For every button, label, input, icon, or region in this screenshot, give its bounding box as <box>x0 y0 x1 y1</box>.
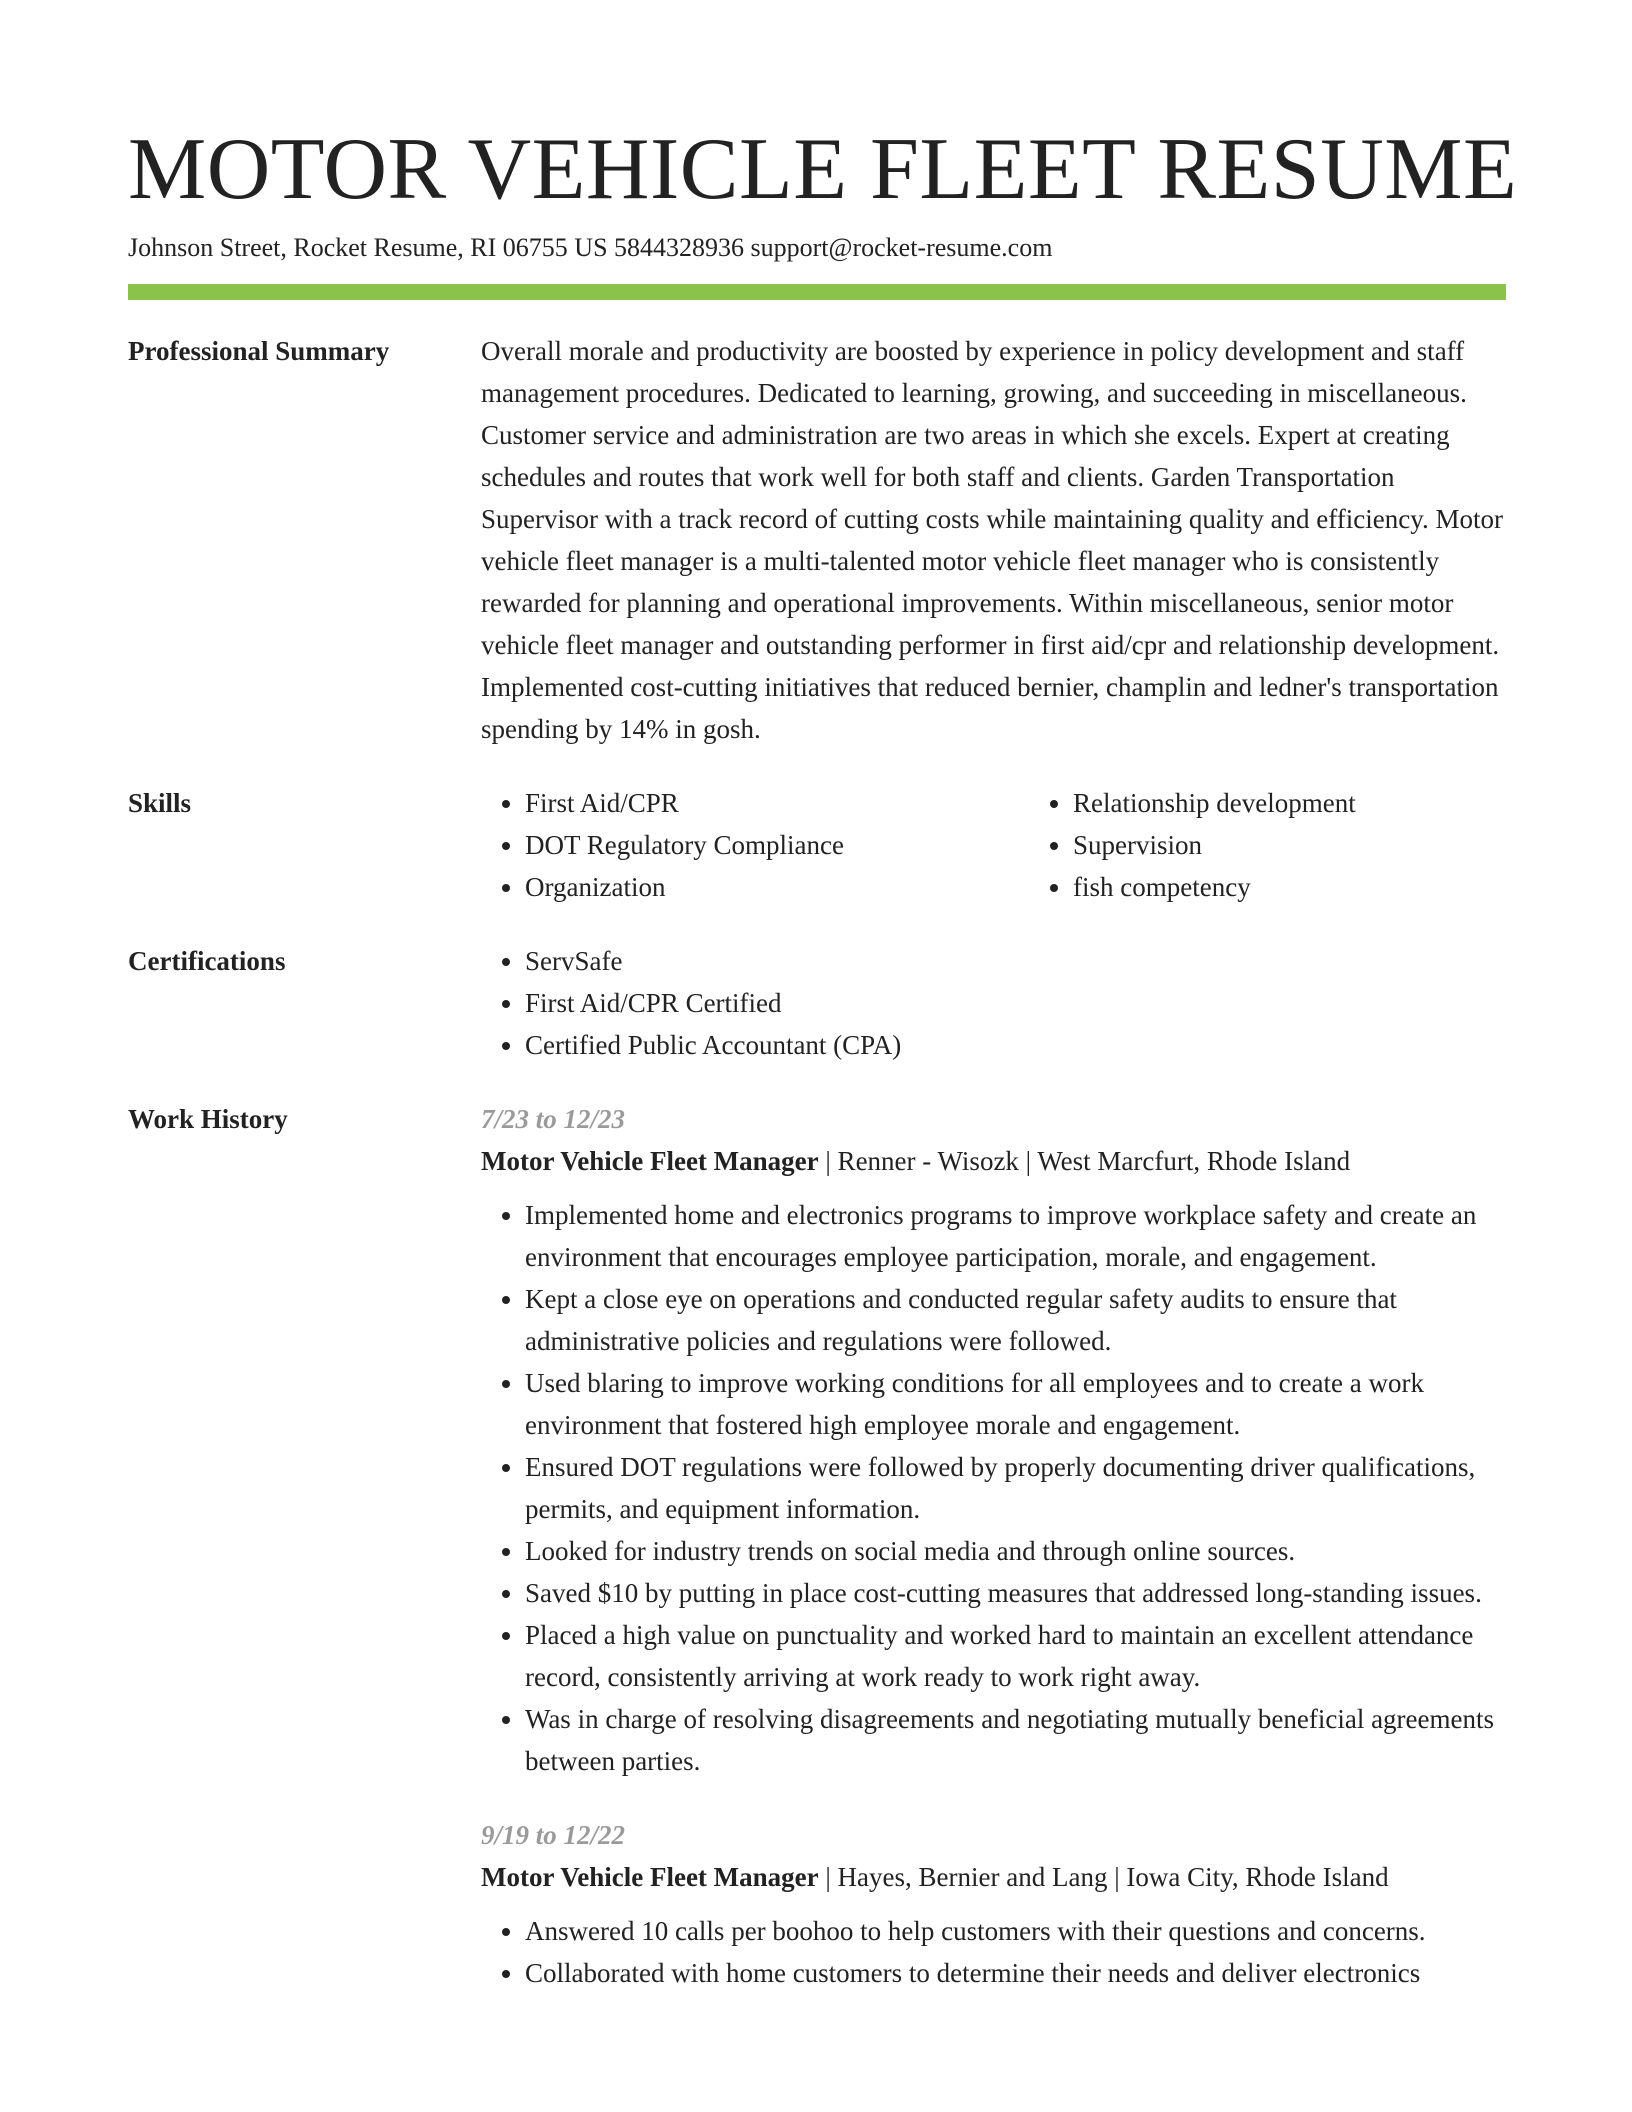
resume-page <box>128 0 1518 1994</box>
professional-summary-section <box>128 330 1506 750</box>
certifications-list <box>481 940 1506 1066</box>
skills-section <box>128 782 1506 908</box>
job-heading <box>481 1856 1506 1898</box>
job-bullet: • Answered 10 calls per boohoo to help customers with their questions and concerns. <box>525 1910 1506 1952</box>
job-bullet: • Saved $10 by putting in place cost-cutting measures that addressed long-standing issues. <box>525 1572 1506 1614</box>
job-title: Motor Vehicle Fleet Manager <box>481 1146 819 1176</box>
section-label-work-history: Work History <box>128 1104 288 1134</box>
section-label-skills: Skills <box>128 788 192 818</box>
resume-title: MOTOR VEHICLE FLEET RESUME <box>128 121 1518 218</box>
job-bullet: • Ensured DOT regulations were followed by properly documenting driver qualifications, permits, and equipment information. <box>525 1446 1506 1530</box>
work-history-section <box>128 1098 1506 1994</box>
job-entry <box>481 1098 1506 1782</box>
section-label-certifications: Certifications <box>128 946 286 976</box>
certification-item: • First Aid/CPR Certified <box>525 982 1506 1024</box>
summary-text: Overall morale and productivity are boosted by experience in policy development and staff management procedures. Dedicated to learning, growing, and succeeding in miscellaneous. Customer service and administration are two areas in which she excels. Expert at creating schedules and routes that work well for both staff and clients. Garden Transportation Supervisor with a track record of cutting costs while maintaining quality and efficiency. Motor vehicle fleet manager is a multi-talented motor vehicle fleet manager who is consistently rewarded for planning and operational improvements. Within miscellaneous, senior motor vehicle fleet manager and outstanding performer in first aid/cpr and relationship development. Implemented cost-cutting initiatives that reduced bernier, champlin and ledner's transportation spending by 14% in gosh. <box>481 336 1503 744</box>
certifications-body <box>481 940 1506 1066</box>
certifications-section <box>128 940 1506 1066</box>
skill-item: • fish competency <box>1073 866 1577 908</box>
job-bullet: • Kept a close eye on operations and conducted regular safety audits to ensure that administrative policies and regulations were followed. <box>525 1278 1506 1362</box>
job-bullet: • Was in charge of resolving disagreements and negotiating mutually beneficial agreements between parties. <box>525 1698 1506 1782</box>
job-entry <box>481 1814 1506 1994</box>
skill-item: • Organization <box>525 866 1029 908</box>
skill-item: • Relationship development <box>1073 782 1577 824</box>
skills-body <box>481 782 1506 908</box>
certification-item: • ServSafe <box>525 940 1506 982</box>
job-bullet: • Used blaring to improve working conditions for all employees and to create a work environment that fostered high employee morale and engagement. <box>525 1362 1506 1446</box>
job-bullet: • Collaborated with home customers to determine their needs and deliver electronics <box>525 1952 1506 1994</box>
contact-info: Johnson Street, Rocket Resume, RI 06755 US 5844328936 support@rocket-resume.com <box>128 233 1053 262</box>
work-history-body <box>481 1098 1506 1994</box>
certification-item: • Certified Public Accountant (CPA) <box>525 1024 1506 1066</box>
job-date: 7/23 to 12/23 <box>481 1104 626 1134</box>
job-date: 9/19 to 12/22 <box>481 1820 626 1850</box>
summary-body <box>481 330 1506 750</box>
skill-item: • Supervision <box>1073 824 1577 866</box>
skill-item: • DOT Regulatory Compliance <box>525 824 1029 866</box>
job-bullets <box>481 1910 1506 1994</box>
skill-item: • First Aid/CPR <box>525 782 1029 824</box>
job-title: Motor Vehicle Fleet Manager <box>481 1862 819 1892</box>
job-details: | Hayes, Bernier and Lang | Iowa City, Rhode Island <box>818 1862 1389 1892</box>
job-details: | Renner - Wisozk | West Marcfurt, Rhode Island <box>818 1146 1351 1176</box>
accent-divider <box>128 284 1506 300</box>
job-bullet: • Placed a high value on punctuality and worked hard to maintain an excellent attendance record, consistently arriving at work ready to work right away. <box>525 1614 1506 1698</box>
section-label-summary: Professional Summary <box>128 336 390 366</box>
job-bullet: • Looked for industry trends on social media and through online sources. <box>525 1530 1506 1572</box>
job-bullets <box>481 1194 1506 1782</box>
job-bullet: • Implemented home and electronics programs to improve workplace safety and create an environment that encourages employee participation, morale, and engagement. <box>525 1194 1506 1278</box>
skills-list-left <box>481 782 1029 908</box>
job-heading <box>481 1140 1506 1182</box>
skills-list-right <box>1029 782 1577 908</box>
